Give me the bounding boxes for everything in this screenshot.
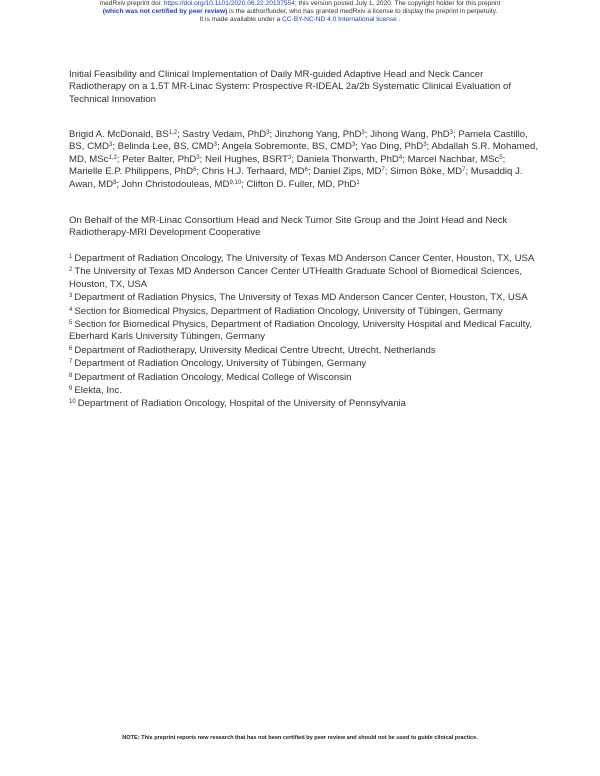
author-affiliation-marker: 3 xyxy=(351,142,356,149)
affiliation-number: 1 xyxy=(69,254,73,260)
affiliation xyxy=(69,358,539,370)
affiliation-text: Section for Biomedical Physics, Department of Radiation Oncology, University Hospital and Medical Faculty, Eberhard Karls University Tübingen, Germany xyxy=(69,319,533,343)
affiliation-text: Department of Radiotherapy, University Medical Centre Utrecht, Utrecht, Netherlands xyxy=(74,344,436,356)
author-affiliation-marker: 1,2 xyxy=(108,154,117,161)
author-name: Pamela Castillo, BS, CMD xyxy=(69,129,528,153)
header-line-3 xyxy=(0,16,600,24)
author-affiliation-marker: 3 xyxy=(196,154,200,161)
author-affiliation-marker: 6 xyxy=(304,167,308,174)
affiliation-number: 10 xyxy=(69,399,76,406)
author xyxy=(370,129,453,140)
affiliation-text: Department of Radiation Oncology, Medical College of Wisconsin xyxy=(74,371,352,383)
affiliation-number: 8 xyxy=(69,372,73,379)
author xyxy=(297,154,403,165)
author-affiliation-marker: 3 xyxy=(213,142,217,149)
affiliation xyxy=(69,398,539,410)
author-affiliation-marker: 7 xyxy=(381,167,385,174)
affiliation-text: Department of Radiation Oncology, The University of Texas MD Anderson Cancer Center, Houston, TX, USA xyxy=(74,253,535,264)
affiliation xyxy=(69,306,539,318)
author xyxy=(222,141,355,152)
license-prefix: It is made available under a xyxy=(199,16,282,24)
author xyxy=(360,141,426,152)
author xyxy=(313,166,385,177)
affiliation-number: 9 xyxy=(69,386,73,393)
author-name: Angela Sobremonte, BS, CMD xyxy=(221,141,352,153)
author-name: Chris H.J. Terhaard, MD xyxy=(201,166,305,178)
affiliation-number: 5 xyxy=(69,320,73,327)
author-affiliation-marker: 5 xyxy=(499,154,503,161)
author-affiliation-marker: 3 xyxy=(423,142,427,149)
peer-review-notice: (which was not certified by peer review) xyxy=(102,8,228,16)
affiliation xyxy=(69,253,539,265)
author-name: Brigid A. McDonald, BS xyxy=(69,129,169,140)
author-affiliation-marker: 6 xyxy=(193,167,197,174)
author-name: Daniel Zips, MD xyxy=(313,166,382,178)
author xyxy=(247,179,360,190)
affiliation xyxy=(69,345,539,357)
affiliation-number: 4 xyxy=(69,306,73,313)
author xyxy=(69,166,196,177)
affiliation xyxy=(69,292,539,304)
affiliation-text: Department of Radiation Oncology, Hospital of the University of Pennsylvania xyxy=(77,398,406,410)
author xyxy=(275,129,365,140)
author-name: Neil Hughes, BSRT xyxy=(204,153,288,165)
license-suffix: . xyxy=(396,16,401,24)
author-affiliation-marker: 4 xyxy=(398,154,403,161)
affiliation-number: 6 xyxy=(69,345,73,352)
author-name: Marielle E.P. Philippens, PhD xyxy=(69,166,194,178)
author-name: Yao Ding, PhD xyxy=(360,141,424,153)
author-name: Peter Balter, PhD xyxy=(122,153,197,165)
author-name: Daniela Thorwarth, PhD xyxy=(296,153,399,165)
author xyxy=(202,166,308,177)
author-list: Brigid A. McDonald, BS$^{1,2}$; Sastry Vedam, PhD$^3$; Jinzhong Yang, PhD$^3$; Jihong Wang, PhD$^3$; Pamela Castillo, BS, CMD$^3$; Belinda Lee, BS, CMD$^3$; Angela Sobremonte, BS, CMD$^3$; Yao Ding, PhD$^3$; Abdallah S.R. Mohamed, MD, MSc$^{1,2}$; Peter Balter, PhD$^3$; Neil Hughes, BSRT$^3$; Daniela Thorwarth, PhD$^4$; Marcel Nachbar, MSc$^5$; Marielle E.P. Philippens, PhD$^6$; Chris H.J. Terhaard, $MD^6$; Daniel Zips, $MD^7$; Simon Böke, $MD^7$; Musaddiq J. Awan, $MD^8$; John Christodouleas, MD$^{9,10}$; Clifton D. Fuller, MD, PhD$^1$ xyxy=(69,129,539,190)
affiliation-text: Department of Radiation Physics, The University of Texas MD Anderson Cancer Center, Houston, TX, USA xyxy=(74,292,528,304)
affiliation-text: Department of Radiation Oncology, University of Tübingen, Germany xyxy=(74,358,367,370)
author-affiliation-marker: 8 xyxy=(113,179,117,186)
header-prefix: medRxiv preprint doi: xyxy=(99,0,164,7)
author-name: John Christodouleas, MD xyxy=(121,178,230,190)
affiliation-text: The University of Texas MD Anderson Cancer Center UTHealth Graduate School of Biomedical Sciences, Houston, TX, USA xyxy=(69,266,523,290)
author xyxy=(390,166,465,177)
affiliation-number: 3 xyxy=(69,293,73,300)
affiliation-text: Elekta, Inc. xyxy=(74,385,122,397)
header-copyright-text: ; this version posted July 1, 2020. The copyright holder for this preprint xyxy=(294,0,501,7)
author-affiliation-marker: 3 xyxy=(266,130,270,136)
author xyxy=(122,154,199,165)
author-affiliation-marker: 3 xyxy=(108,142,113,149)
author-name: Jinzhong Yang, PhD xyxy=(274,129,362,140)
affiliation-number: 2 xyxy=(69,267,73,274)
affiliation-text: Section for Biomedical Physics, Department of Radiation Oncology, University of Tübingen, Germany xyxy=(74,305,503,317)
affiliation xyxy=(69,372,539,384)
author-name: Sastry Vedam, PhD xyxy=(182,129,267,140)
author-name: Abdallah S.R. Mohamed, MD, MSc xyxy=(69,141,539,165)
author xyxy=(122,179,241,190)
license-grant-text: is the author/funder, who has granted medRxiv a license to display the preprint in perpetuity. xyxy=(227,8,498,16)
author-affiliation-marker: 3 xyxy=(449,130,454,136)
preprint-header xyxy=(0,0,600,25)
affiliation xyxy=(69,319,539,344)
preprint-disclaimer: NOTE: This preprint reports new research that has not been certified by peer review and should not be used to guide clinical practice. xyxy=(122,735,478,741)
author xyxy=(408,154,503,165)
consortium-statement: On Behalf of the MR-Linac Consortium Head and Neck Tumor Site Group and the Joint Head and Neck Radiotherapy-MRI Development Cooperative xyxy=(69,215,508,239)
affiliation xyxy=(69,266,539,291)
author-name: Simon Böke, MD xyxy=(390,166,463,178)
affiliation-list xyxy=(69,253,539,412)
author xyxy=(118,141,217,152)
author-affiliation-marker: 3 xyxy=(287,154,292,161)
affiliation-number: 7 xyxy=(69,359,73,366)
paper-title: Initial Feasibility and Clinical Implementation of Daily MR-guided Adaptive Head and Neck Cancer Radiotherapy on a 1.5T MR-Linac System: Prospective R-IDEAL 2a/2b Systematic Clinical Evaluation of Technical Innovation xyxy=(69,69,512,105)
author-name: Jihong Wang, PhD xyxy=(370,129,450,140)
author xyxy=(182,129,269,140)
author xyxy=(69,129,177,140)
doi-link[interactable]: https://doi.org/10.1101/2020.06.22.20137554 xyxy=(163,0,295,7)
author-affiliation-marker: 3 xyxy=(361,130,365,136)
author-name: Musaddiq J. Awan, MD xyxy=(69,166,523,190)
header-line-1 xyxy=(0,0,600,8)
author xyxy=(205,154,291,165)
header-line-2 xyxy=(0,8,600,16)
author-affiliation-marker: 1 xyxy=(356,179,360,186)
author-name: Belinda Lee, BS, CMD xyxy=(117,141,214,153)
author-affiliation-marker: 1,2 xyxy=(168,130,178,136)
author-affiliation-marker: 7 xyxy=(462,167,466,174)
affiliation xyxy=(69,385,539,397)
author-name: Marcel Nachbar, MSc xyxy=(407,153,500,165)
license-link[interactable]: CC-BY-NC-ND 4.0 International license xyxy=(281,16,397,24)
author-affiliation-marker: 9,10 xyxy=(229,179,242,186)
author-name: Clifton D. Fuller, MD, PhD xyxy=(246,178,357,190)
